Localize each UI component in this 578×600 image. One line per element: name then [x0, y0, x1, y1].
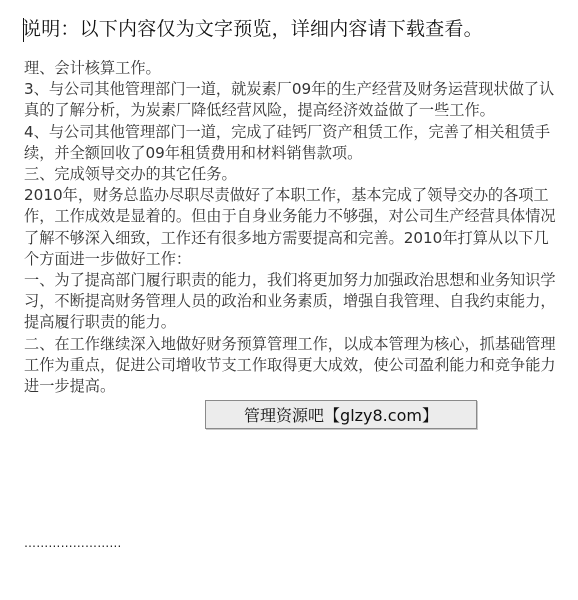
ellipsis: …………………… [24, 536, 122, 550]
paragraph: 3、与公司其他管理部门一道，就炭素厂09年的生产经营及财务运营现状做了认真的了解分析，为炭素厂降低经营风险，提高经济效益做了一些工作。 [24, 80, 555, 120]
preview-notice: 说明：以下内容仅为文字预览，详细内容请下载查看。 [22, 18, 483, 40]
paragraph: 理、会计核算工作。 [24, 59, 161, 77]
paragraph: 三、完成领导交办的其它任务。 [24, 165, 237, 184]
document-body [24, 58, 562, 397]
paragraph: 4、与公司其他管理部门一道，完成了硅钙厂资产租赁工作，完善了相关租赁手续，并全额回收了09年租赁费用和材料销售款项。 [24, 122, 551, 162]
watermark-banner: 管理资源吧【glzy8.com】 [205, 400, 477, 429]
paragraph: 2010年，财务总监办尽职尽责做好了本职工作，基本完成了领导交办的各项工作，工作成效是显着的。但由于自身业务能力不够强，对公司生产经营具体情况了解不够深入细致，工作还有很多地方需要提高和完善。2010年打算从以下几个方面进一步做好工作： [24, 186, 556, 268]
paragraph: 二、在工作继续深入地做好财务预算管理工作，以成本管理为核心，抓基础管理工作为重点，促进公司增收节支工作取得更大成效，使公司盈利能力和竞争能力进一步提高。 [24, 334, 556, 396]
paragraph: 一、为了提高部门履行职责的能力，我们将更加努力加强政治思想和业务知识学习，不断提高财务管理人员的政治和业务素质，增强自我管理、自我约束能力，提高履行职责的能力。 [24, 271, 556, 332]
